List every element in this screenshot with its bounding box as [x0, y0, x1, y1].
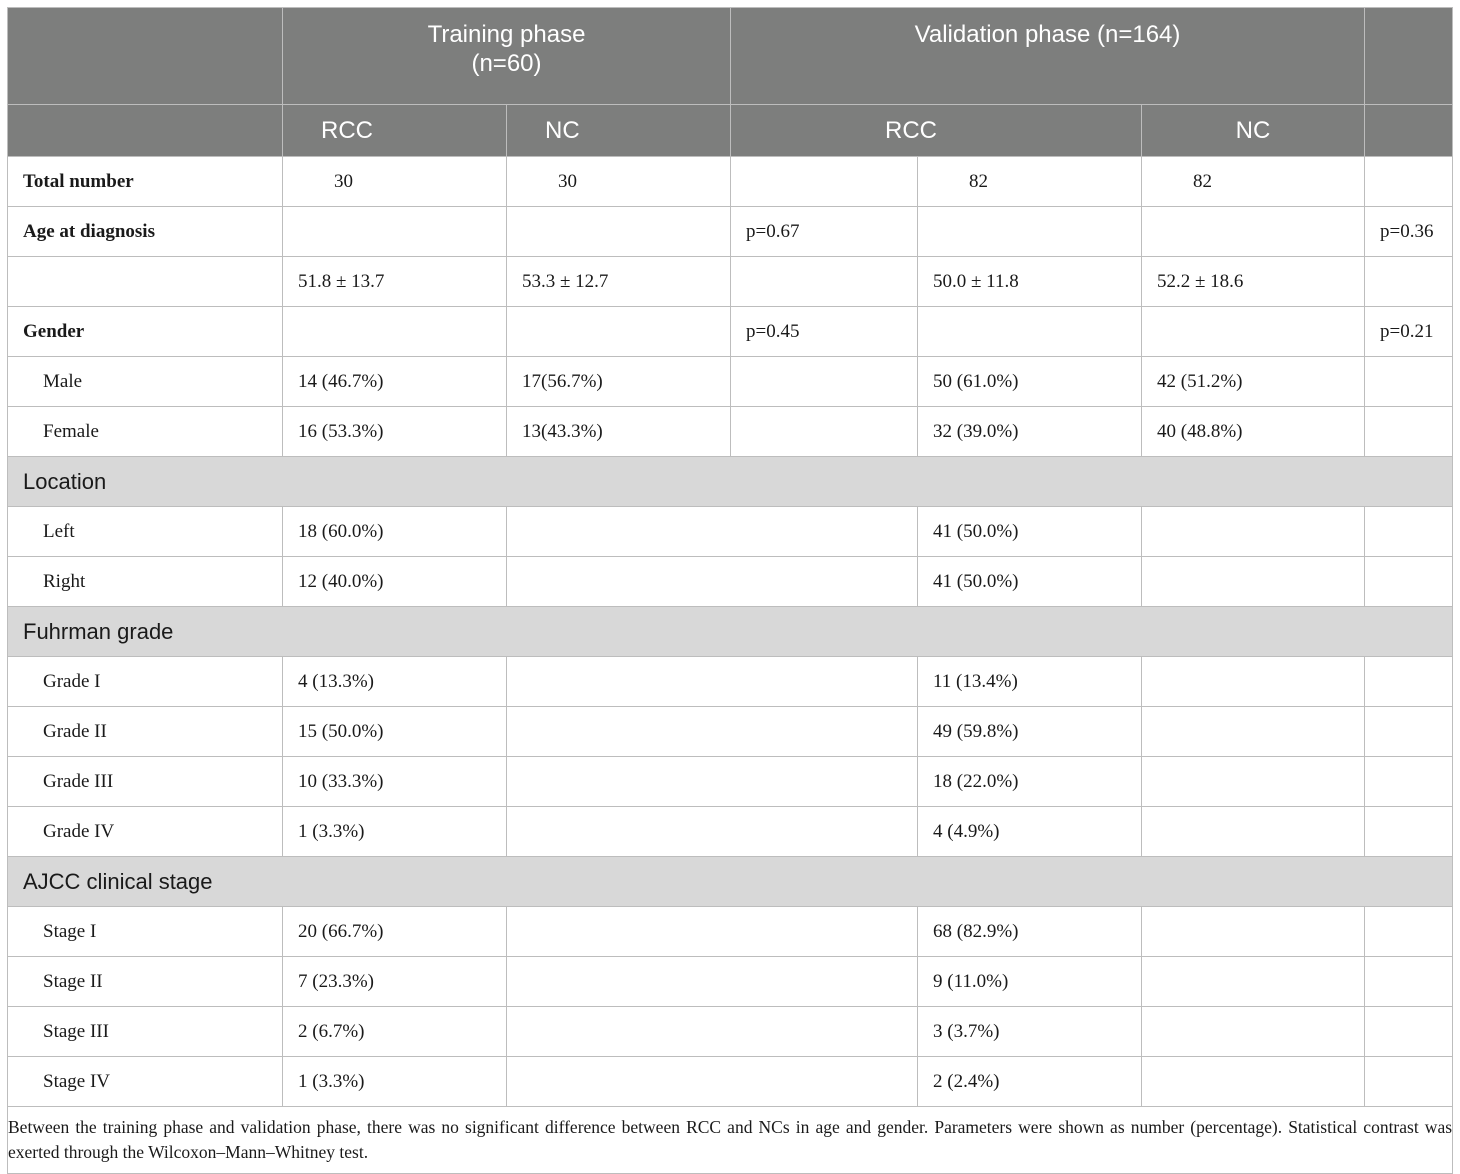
section-title: Location	[8, 457, 1453, 507]
cell	[507, 557, 918, 607]
row-label: Female	[8, 407, 283, 457]
header-train-nc: NC	[507, 105, 731, 157]
row-label: Left	[8, 507, 283, 557]
cell	[1142, 657, 1365, 707]
row-label: Grade II	[8, 707, 283, 757]
header-val-nc: NC	[1142, 105, 1365, 157]
cell	[1365, 1007, 1453, 1057]
section-row	[8, 607, 1453, 657]
cell	[507, 207, 731, 257]
cell: 17(56.7%)	[507, 357, 731, 407]
cell: 52.2 ± 18.6	[1142, 257, 1365, 307]
cell: 50.0 ± 11.8	[918, 257, 1142, 307]
row-label: Grade III	[8, 757, 283, 807]
section-row	[8, 457, 1453, 507]
cell	[1142, 957, 1365, 1007]
table-row	[8, 507, 1453, 557]
table-row	[8, 707, 1453, 757]
cell: 41 (50.0%)	[918, 507, 1142, 557]
table-footnote: Between the training phase and validation phase, there was no significant difference between RCC and NCs in age and gender. Parameters were shown as number (percentage). Statistical contrast was exerted through the Wilcoxon–Mann–Whitney test.	[8, 1107, 1453, 1174]
cell: 51.8 ± 13.7	[283, 257, 507, 307]
table-row	[8, 957, 1453, 1007]
cell	[731, 157, 918, 207]
cell: 4 (4.9%)	[918, 807, 1142, 857]
header-training-phase: Training phase (n=60)	[283, 8, 731, 105]
cell	[1142, 807, 1365, 857]
table-row	[8, 907, 1453, 957]
cell	[1365, 407, 1453, 457]
cell: 82	[1142, 157, 1365, 207]
cell	[1142, 507, 1365, 557]
cell: 1 (3.3%)	[283, 1057, 507, 1107]
characteristics-table	[7, 7, 1453, 1174]
cell	[731, 357, 918, 407]
cell: 50 (61.0%)	[918, 357, 1142, 407]
table-row	[8, 1057, 1453, 1107]
cell	[507, 307, 731, 357]
cell: 10 (33.3%)	[283, 757, 507, 807]
cell	[1365, 257, 1453, 307]
table-row	[8, 207, 1453, 257]
cell	[283, 207, 507, 257]
cell: 41 (50.0%)	[918, 557, 1142, 607]
cell	[1142, 557, 1365, 607]
cell	[507, 957, 918, 1007]
row-label	[8, 257, 283, 307]
cell	[1365, 1057, 1453, 1107]
cell: 30	[507, 157, 731, 207]
cell	[731, 407, 918, 457]
cell	[283, 307, 507, 357]
cell: 40 (48.8%)	[1142, 407, 1365, 457]
p-value: p=0.36	[1365, 207, 1453, 257]
cell: 7 (23.3%)	[283, 957, 507, 1007]
cell	[918, 207, 1142, 257]
table-row	[8, 357, 1453, 407]
cell: 2 (2.4%)	[918, 1057, 1142, 1107]
table-row	[8, 257, 1453, 307]
cell	[1365, 157, 1453, 207]
row-label: Stage IV	[8, 1057, 283, 1107]
table-row	[8, 807, 1453, 857]
cell	[918, 307, 1142, 357]
header-empty-cell	[1365, 105, 1453, 157]
cell: 4 (13.3%)	[283, 657, 507, 707]
row-label: Grade IV	[8, 807, 283, 857]
cell: 18 (60.0%)	[283, 507, 507, 557]
cell	[1142, 907, 1365, 957]
section-row	[8, 857, 1453, 907]
table-row	[8, 557, 1453, 607]
cell	[507, 1007, 918, 1057]
row-label: Total number	[8, 157, 283, 207]
cell: 2 (6.7%)	[283, 1007, 507, 1057]
cell: 15 (50.0%)	[283, 707, 507, 757]
p-value: p=0.67	[731, 207, 918, 257]
cell	[507, 907, 918, 957]
cell: 53.3 ± 12.7	[507, 257, 731, 307]
header-empty-cell	[8, 105, 283, 157]
row-label: Right	[8, 557, 283, 607]
cell: 82	[918, 157, 1142, 207]
section-title: Fuhrman grade	[8, 607, 1453, 657]
row-label: Grade I	[8, 657, 283, 707]
cell	[507, 1057, 918, 1107]
header-empty-cell	[1365, 8, 1453, 105]
cell: 11 (13.4%)	[918, 657, 1142, 707]
cell	[1142, 1007, 1365, 1057]
cell	[507, 507, 918, 557]
header-val-rcc: RCC	[731, 105, 1142, 157]
cell	[1142, 207, 1365, 257]
cell	[731, 257, 918, 307]
section-title: AJCC clinical stage	[8, 857, 1453, 907]
cell	[507, 807, 918, 857]
cell: 14 (46.7%)	[283, 357, 507, 407]
header-validation-phase: Validation phase (n=164)	[731, 8, 1365, 105]
table-row	[8, 307, 1453, 357]
cell: 30	[283, 157, 507, 207]
cell: 18 (22.0%)	[918, 757, 1142, 807]
table-row	[8, 157, 1453, 207]
cell	[507, 707, 918, 757]
table-row	[8, 657, 1453, 707]
cell	[1142, 707, 1365, 757]
cell: 12 (40.0%)	[283, 557, 507, 607]
cell: 16 (53.3%)	[283, 407, 507, 457]
cell	[507, 757, 918, 807]
header-train-rcc: RCC	[283, 105, 507, 157]
cell	[1365, 807, 1453, 857]
cell: 9 (11.0%)	[918, 957, 1142, 1007]
row-label: Gender	[8, 307, 283, 357]
cell	[1365, 557, 1453, 607]
cell	[1142, 307, 1365, 357]
cell: 68 (82.9%)	[918, 907, 1142, 957]
table-row	[8, 407, 1453, 457]
cell	[1365, 757, 1453, 807]
cell: 49 (59.8%)	[918, 707, 1142, 757]
cell	[1142, 757, 1365, 807]
cell: 20 (66.7%)	[283, 907, 507, 957]
cell	[1365, 707, 1453, 757]
cell	[507, 657, 918, 707]
row-label: Stage I	[8, 907, 283, 957]
cell	[1365, 507, 1453, 557]
cell: 13(43.3%)	[507, 407, 731, 457]
cell: 32 (39.0%)	[918, 407, 1142, 457]
table-row	[8, 757, 1453, 807]
table-row	[8, 1007, 1453, 1057]
header-empty-cell	[8, 8, 283, 105]
row-label: Age at diagnosis	[8, 207, 283, 257]
cell: 1 (3.3%)	[283, 807, 507, 857]
cell: 3 (3.7%)	[918, 1007, 1142, 1057]
cell	[1365, 957, 1453, 1007]
row-label: Stage III	[8, 1007, 283, 1057]
cell	[1365, 907, 1453, 957]
cell	[1365, 657, 1453, 707]
cell: 42 (51.2%)	[1142, 357, 1365, 407]
cell	[1365, 357, 1453, 407]
row-label: Male	[8, 357, 283, 407]
cell	[1142, 1057, 1365, 1107]
row-label: Stage II	[8, 957, 283, 1007]
p-value: p=0.21	[1365, 307, 1453, 357]
p-value: p=0.45	[731, 307, 918, 357]
